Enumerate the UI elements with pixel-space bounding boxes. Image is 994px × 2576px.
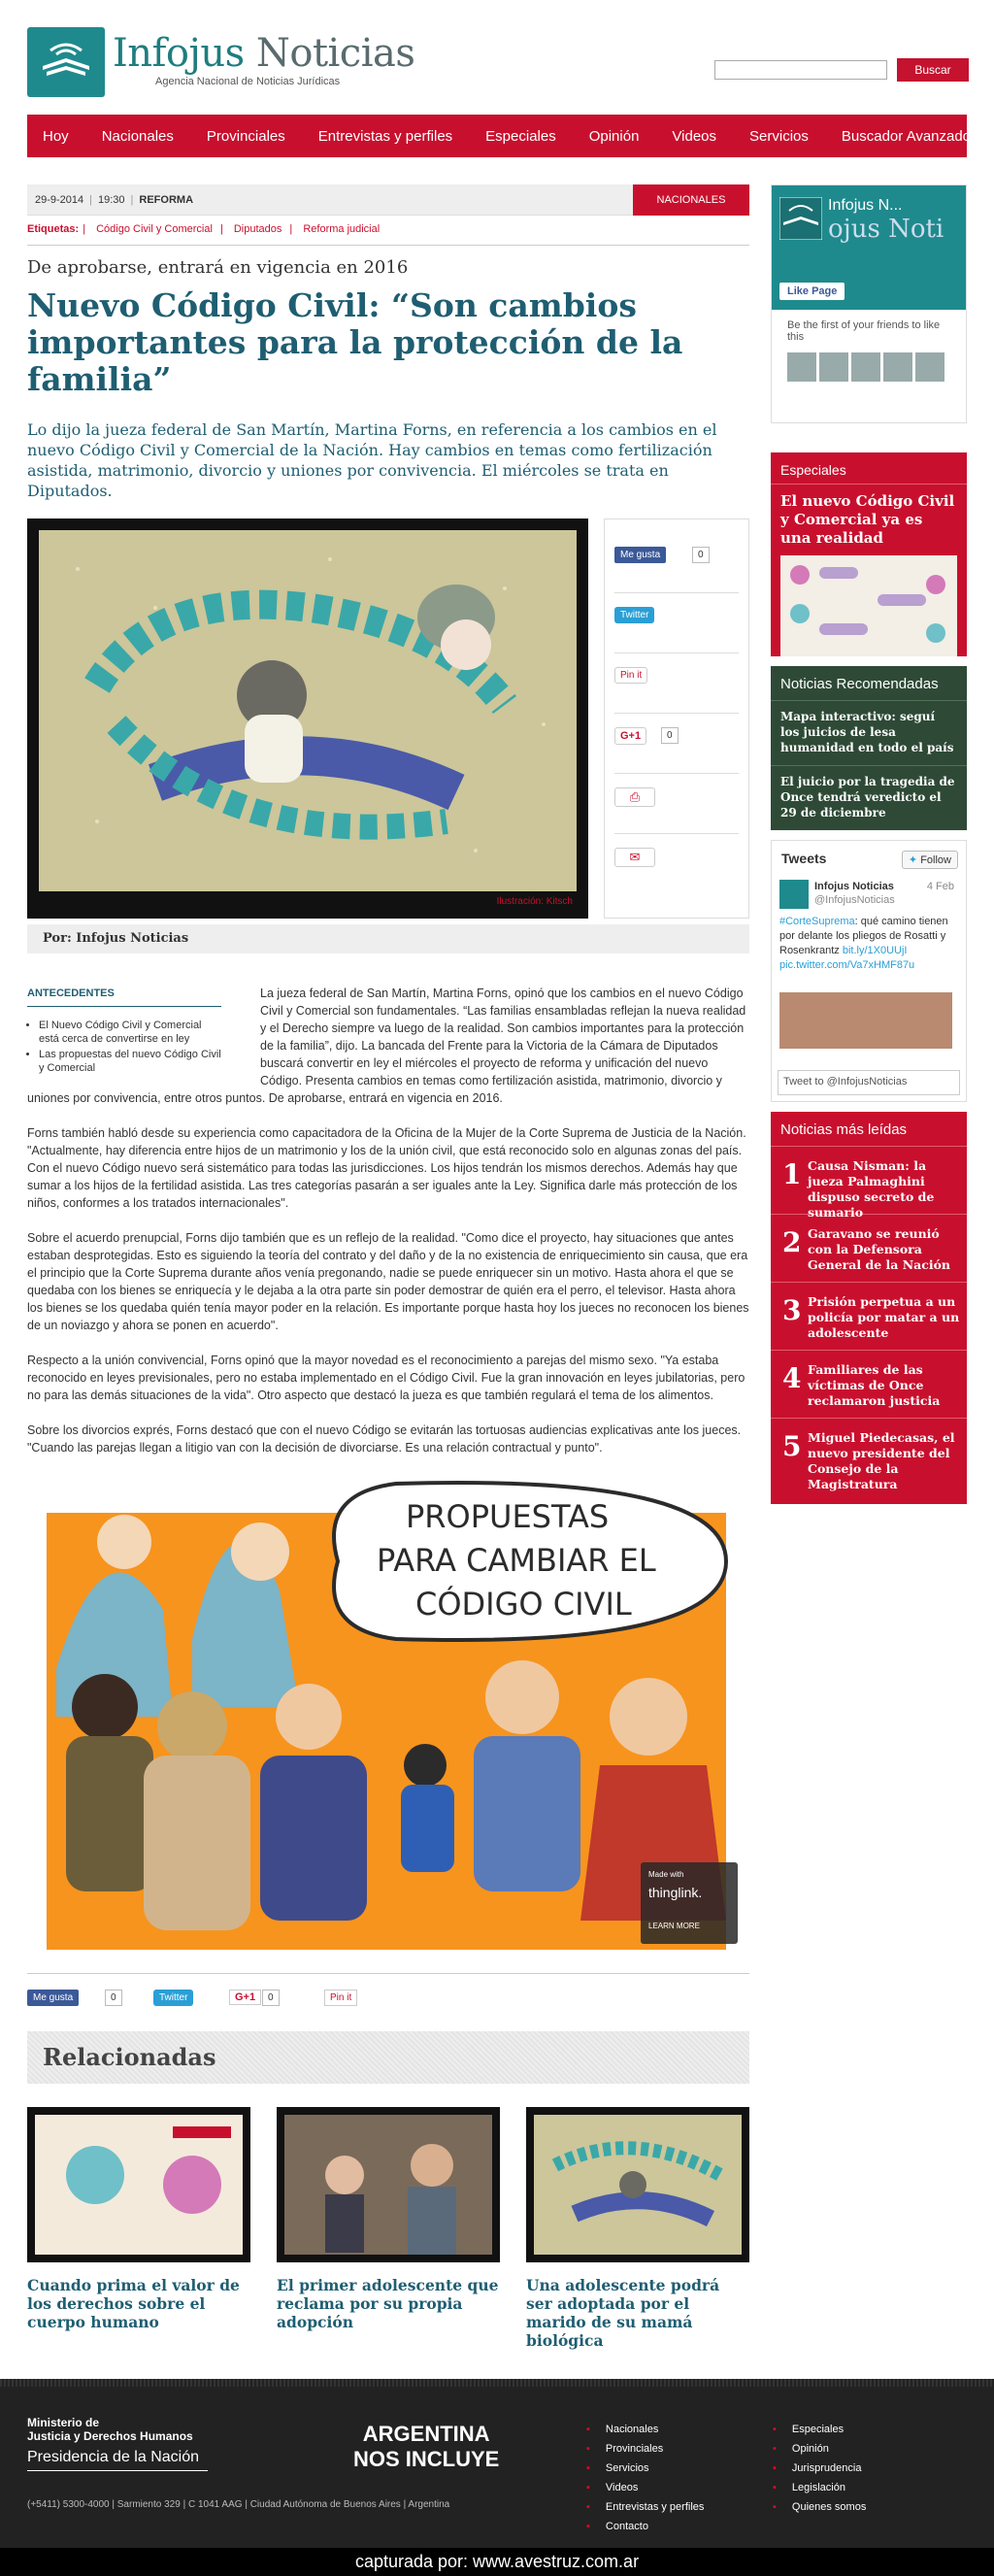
search-input[interactable] — [714, 60, 887, 80]
nav-item-provinciales[interactable]: Provinciales — [206, 127, 285, 145]
pinterest-button[interactable]: Pin it — [614, 667, 647, 684]
facebook-like-button[interactable]: Me gusta — [27, 1990, 79, 2006]
antecedente-link[interactable]: • El Nuevo Código Civil y Comercial está cerca de convertirse en ley — [39, 1019, 221, 1046]
especiales-title: Especiales — [771, 452, 967, 485]
body-paragraph: Respecto a la unión convivencial, Forns opinó que la mayor novedad es el reconocimiento a parejas del mismo sexo. "Ya estaba reconocido en leyes previsionales, pero no estaba implementado en el Código Civil. Fue la gran innovación en leyes jubilatorias, pero no para las demás situaciones de la vida". Otro aspecto que destacó la jueza es que también regulará el tema de los alimentos. — [27, 1354, 746, 1402]
tweet-to-input[interactable]: Tweet to @InfojusNoticias — [778, 1070, 960, 1095]
body-paragraph: Sobre los divorcios exprés, Forns destacó que con el nuevo Código se evitarán las tortuosas audiencias explicativas ante los jueces. "Cuando las parejas llegan a litigio van con la decisión de divorciarse. Es una relación contractual y punto". — [27, 1423, 742, 1455]
illustration-image — [39, 530, 577, 891]
footer-link[interactable]: ▪ Legislación — [773, 2478, 866, 2497]
list-item[interactable]: 5 Miguel Piedecasas, el nuevo presidente del Consejo de la Magistratura — [782, 1430, 955, 1491]
article-meta-bar: 29-9-2014 | 19:30 | REFORMA NACIONALES — [27, 184, 749, 216]
recomendada-link[interactable]: El juicio por la tragedia de Once tendrá veredicto el 29 de diciembre — [780, 775, 955, 820]
nav-item-especiales[interactable]: Especiales — [485, 127, 556, 145]
related-title[interactable]: Cuando prima el valor de los derechos sobre el cuerpo humano — [27, 2276, 240, 2331]
article-kicker: De aprobarse, entrará en vigencia en 2016 — [27, 257, 409, 278]
argentina-logo[interactable]: ARGENTINA NOS INCLUYE — [353, 2422, 500, 2471]
nav-item-buscador-avanzado[interactable]: Buscador Avanzado — [841, 127, 972, 145]
footer-link[interactable]: ▪ Especiales — [773, 2420, 866, 2439]
related-title[interactable]: Una adolescente podrá ser adoptada por el marido de su mamá biológica — [526, 2276, 720, 2350]
tweet-author[interactable]: Infojus Noticias — [814, 881, 894, 892]
tweet-photo[interactable] — [779, 992, 952, 1049]
main-column — [27, 184, 749, 2350]
book-logo-icon — [779, 197, 822, 240]
related-card[interactable] — [526, 2107, 749, 2350]
photo-section — [27, 519, 749, 919]
tag-link[interactable]: Reforma judicial — [303, 223, 381, 235]
nav-item-nacionales[interactable]: Nacionales — [101, 127, 174, 145]
share-column — [604, 519, 749, 919]
mas-leidas-title: Noticias más leídas — [771, 1112, 967, 1147]
especiales-feature[interactable]: El nuevo Código Civil y Comercial ya es una realidad — [780, 492, 955, 547]
article-date: 29-9-2014 — [35, 194, 84, 206]
related-title[interactable]: El primer adolescente que reclama por su propia adopción — [277, 2276, 499, 2331]
divider — [27, 245, 749, 246]
list-item[interactable]: 1 Causa Nisman: la jueza Palmaghini dispuso secreto de sumario — [771, 1147, 967, 1215]
capture-credit: capturada por: www.avestruz.com.ar — [0, 2548, 994, 2576]
site-subtitle: Agencia Nacional de Noticias Jurídicas — [155, 76, 341, 87]
svg-text:PARA CAMBIAR EL: PARA CAMBIAR EL — [377, 1542, 656, 1579]
antecedente-link[interactable]: • Las propuestas del nuevo Código Civil y Comercial — [39, 1048, 221, 1075]
recomendadas-box — [771, 666, 967, 830]
nav-item-hoy[interactable]: Hoy — [43, 127, 69, 145]
article-headline: Nuevo Código Civil: “Son cambios importantes para la protección de la familia” — [27, 286, 683, 398]
footer-links-col1 — [586, 2420, 704, 2536]
sidebar — [771, 184, 967, 1504]
related-card[interactable] — [277, 2107, 500, 2331]
tags-row: Etiquetas: | Código Civil y Comercial | Diputados | Reforma judicial — [27, 223, 381, 235]
bottom-share-row — [27, 1973, 749, 2012]
article-byline: Por: Infojus Noticias — [27, 924, 749, 953]
twitter-share-button[interactable]: Twitter — [153, 1990, 193, 2006]
print-icon[interactable]: ⎙ — [614, 787, 655, 807]
article-section: REFORMA — [139, 194, 194, 206]
facebook-banner[interactable]: Infojus N... ojus Noti Like Page — [772, 185, 966, 310]
related-card[interactable] — [27, 2107, 250, 2331]
book-logo-icon — [39, 37, 93, 87]
footer-pattern — [0, 2379, 994, 2387]
article-body — [27, 985, 749, 1456]
footer-link[interactable]: ▪ Quienes somos — [773, 2497, 866, 2517]
footer-link[interactable]: ▪ Provinciales — [586, 2439, 704, 2459]
site-title[interactable]: Infojus Noticias — [113, 31, 415, 76]
main-nav — [27, 115, 972, 157]
article-lead: Lo dijo la jueza federal de San Martín, Martina Forns, en referencia a los cambios en el nuevo Código Civil y Comercial de la Nación. Hay cambios en temas como fertilización asistida, matrimonio, divorcio y uniones por convivencia. El miércoles se trata en Diputados. — [27, 420, 717, 500]
body-paragraph: Sobre el acuerdo prenupcial, Forns dijo también que es un reflejo de la realidad. "Como dice el proyecto, hay situaciones que antes estaban desprotegidas. Esto es siguiendo la teoría del contrato y del daño y de la no existencia de enriquecimiento sin causa, que era el principio que la Corte Suprema durante años venía pregonando, nadie se puede enriquecer sin un motivo. Hasta ahora el que se quedaba con los bienes se enriquecía y le dejaba a la otra parte sin poder demostrar de quién era el perro, el televisor. Hasta ahora los bienes se los quedaba quién tenía mayor poder en la relación. Es importante porque hasta hoy los jueces no reconocen los bienes de un noviazgo y ahora se ponen en acuerdo". — [27, 1231, 749, 1332]
list-item[interactable]: 3 Prisión perpetua a un policía por matar a un adolescente — [771, 1283, 967, 1351]
twitter-bird-icon: ✦ — [908, 854, 918, 866]
facebook-like-page-button[interactable]: Like Page — [779, 283, 845, 300]
facebook-widget — [771, 184, 967, 423]
svg-text:PROPUESTAS: PROPUESTAS — [406, 1498, 610, 1535]
recomendada-link[interactable]: Mapa interactivo: seguí los juicios de lesa humanidad en todo el país — [771, 701, 967, 766]
tweet-date[interactable]: 4 Feb — [926, 881, 954, 892]
ministry-logo[interactable]: Ministerio de Justicia y Derechos Humanos — [27, 2416, 193, 2443]
list-item[interactable]: 4 Familiares de las víctimas de Once reclamaron justicia — [771, 1351, 967, 1419]
infographic[interactable] — [27, 1474, 749, 1956]
tag-link[interactable]: Código Civil y Comercial — [96, 223, 213, 235]
google-plus-count: 0 — [661, 727, 679, 744]
related-image — [526, 2107, 749, 2262]
footer-address: (+5411) 5300-4000 | Sarmiento 329 | C 1041 AAG | Ciudad Autónoma de Buenos Aires | Argentina — [27, 2499, 450, 2510]
google-plus-count: 0 — [262, 1990, 280, 2006]
nav-item-videos[interactable]: Videos — [672, 127, 717, 145]
google-plus-button[interactable]: G+1 — [229, 1990, 261, 2005]
list-item[interactable]: 2 Garavano se reunió con la Defensora General de la Nación — [771, 1215, 967, 1283]
facebook-thumbs — [772, 352, 966, 382]
relacionadas-header: Relacionadas — [27, 2031, 749, 2084]
nav-item-entrevistas[interactable]: Entrevistas y perfiles — [317, 127, 453, 145]
mas-leidas-box — [771, 1112, 967, 1504]
tweets-title: Tweets — [781, 851, 827, 866]
twitter-share-button[interactable]: Twitter — [614, 607, 654, 623]
antecedentes-title: ANTECEDENTES — [27, 985, 221, 1007]
facebook-count: 0 — [692, 547, 710, 563]
search-button[interactable]: Buscar — [897, 58, 969, 82]
google-plus-button[interactable]: G+1 — [614, 727, 646, 745]
article-time: 19:30 — [98, 194, 125, 206]
email-icon[interactable]: ✉ — [614, 848, 655, 867]
facebook-like-button[interactable]: Me gusta — [614, 547, 666, 563]
avatar[interactable] — [779, 880, 809, 909]
thinglink-badge[interactable]: Made with thinglink. LEARN MORE — [641, 1862, 738, 1944]
twitter-widget — [771, 840, 967, 1102]
twitter-follow-button[interactable]: ✦ Follow — [902, 851, 958, 869]
tags-label: Etiquetas: — [27, 223, 80, 235]
tag-link[interactable]: Diputados — [233, 223, 282, 235]
logo[interactable] — [27, 27, 105, 97]
facebook-friends-text: Be the first of your friends to like this — [787, 319, 941, 343]
footer-link[interactable]: ▪ Contacto — [586, 2517, 704, 2536]
site-footer — [0, 2379, 994, 2548]
category-badge[interactable]: NACIONALES — [633, 184, 749, 216]
footer-link[interactable]: ▪ Videos — [586, 2478, 704, 2497]
footer-link[interactable]: ▪ Jurisprudencia — [773, 2459, 866, 2478]
footer-link[interactable]: ▪ Opinión — [773, 2439, 866, 2459]
site-header — [27, 27, 967, 105]
body-paragraph: La jueza federal de San Martín, Martina Forns, opinó que los cambios en el nuevo Código Civil y Comercial son fundamentales. “Las familias ensambladas reflejan la nueva realidad y el Derecho siempre va luego de la realidad. Son cambios importantes para la protección de la familia”, dijo. La bancada del Frente para la Victoria de la Cámara de Diputados buscará convertir en ley el miércoles el proyecto de reforma y unificación del nuevo Código. Presenta cambios en temas como fertilización asistida, matrimonio, divorcio y uniones por convivencia, entre otros puntos. De aprobarse, entrará en vigencia en 2016. — [27, 987, 746, 1105]
related-image — [277, 2107, 500, 2262]
tweet-text: #CorteSuprema: qué camino tienen por delante los pliegos de Rosatti y Rosenkrantz bit.ly/1X0UUjI pic.twitter.com/Va7xHMF87u — [779, 916, 948, 971]
pinterest-button[interactable]: Pin it — [324, 1990, 357, 2006]
footer-link[interactable]: ▪ Servicios — [586, 2459, 704, 2478]
presidency-label: Presidencia de la Nación — [27, 2449, 199, 2465]
facebook-count: 0 — [105, 1990, 122, 2006]
especiales-image[interactable] — [780, 555, 957, 656]
related-grid — [27, 2107, 749, 2350]
especiales-box — [771, 452, 967, 656]
footer-link[interactable]: ▪ Entrevistas y perfiles — [586, 2497, 704, 2517]
antecedentes-box — [27, 985, 221, 1077]
recomendadas-title: Noticias Recomendadas — [771, 666, 967, 701]
footer-links-col2 — [773, 2420, 866, 2517]
footer-link[interactable]: ▪ Nacionales — [586, 2420, 704, 2439]
body-paragraph: Forns también habló desde su experiencia como capacitadora de la Oficina de la Mujer de la Corte Suprema de Justicia de la Nación. "Actualmente, hay diferencia entre hijos de un matrimonio y los de la unión civil, que está reconocido solo en algunas zonas del país. Con el nuevo Código nuevo será sistemático para todas las jurisdicciones. Los hijos tendrán los mismos derechos. Además hay que sumar a los hijos de la fertilidad asistida. Las tres categorías pasarán a ser iguales ante la Ley. Significa darle más protección de los niños, conformes a los tratados internacionales". — [27, 1126, 746, 1210]
nav-item-opinion[interactable]: Opinión — [588, 127, 640, 145]
tweet-handle[interactable]: @InfojusNoticias — [814, 894, 895, 906]
article-photo[interactable] — [27, 519, 588, 919]
divider — [27, 2470, 208, 2471]
related-image — [27, 2107, 250, 2262]
svg-text:CÓDIGO CIVIL: CÓDIGO CIVIL — [415, 1586, 632, 1623]
photo-credit: Ilustración: Kitsch — [496, 896, 573, 907]
nav-item-servicios[interactable]: Servicios — [749, 127, 809, 145]
